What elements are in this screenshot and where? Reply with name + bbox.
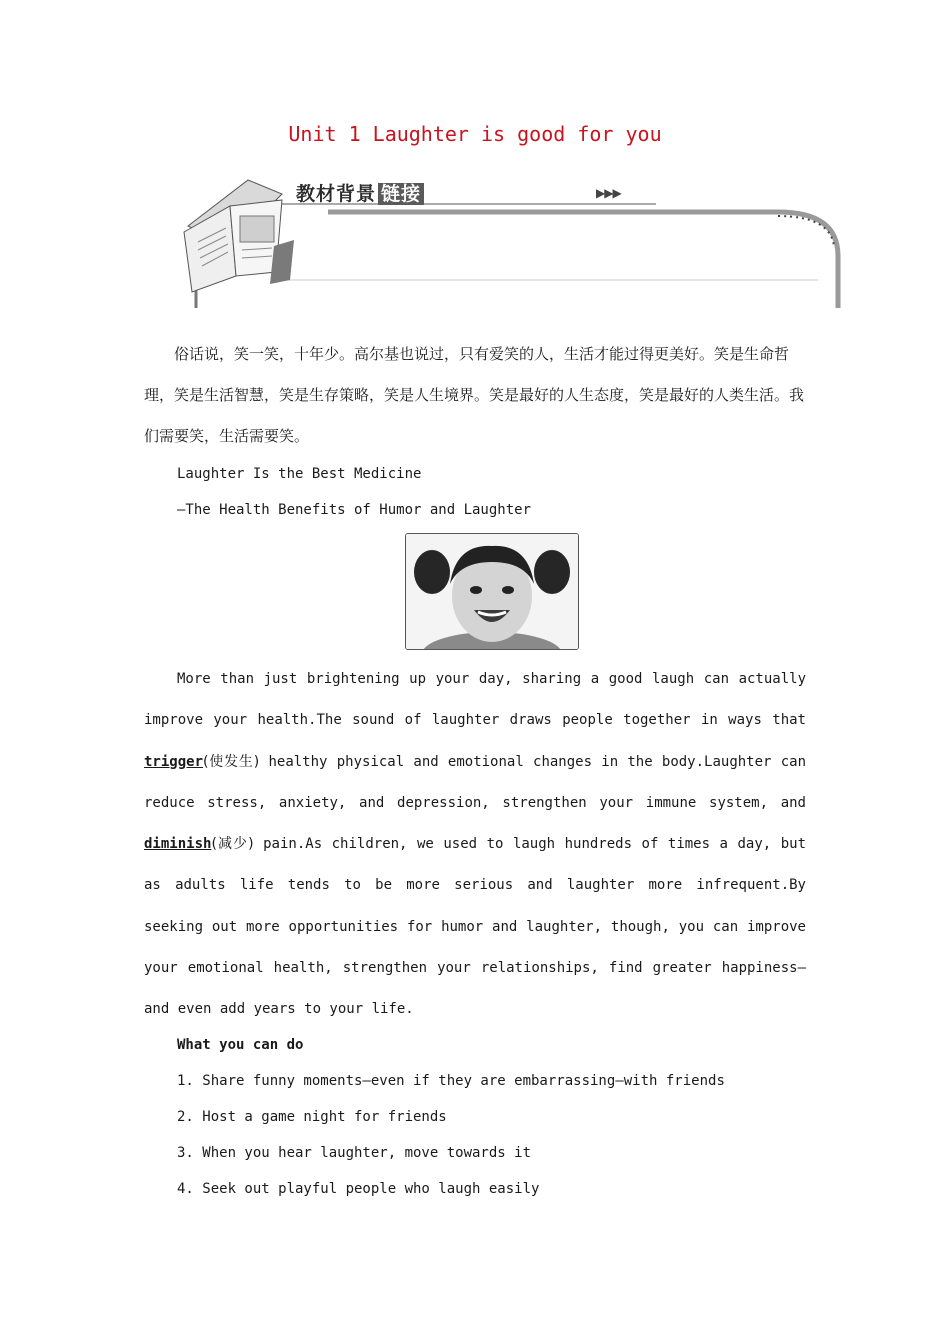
article-paragraph [144, 659, 806, 1031]
list-item: 4. Seek out playful people who laugh easily [177, 1181, 540, 1197]
article-text-2: healthy physical and emotional changes in the body.Laughter can reduce stress, anxiety, and depression, strengthen your immune system, and [144, 753, 807, 811]
vocab-trigger: trigger [144, 753, 204, 770]
todo-heading: What you can do [177, 1037, 304, 1053]
gloss-diminish: (减少) [211, 836, 254, 853]
banner-label-main: 教材背景 [296, 183, 377, 205]
article-text-3: pain.As children, we used to laugh hundreds of times a day, but as adults life tends to be more serious and laughter more infrequent.By seeking out more opportunities for humor and laughter, though, you can improve your emotional health, strengthen your relationships, find greater happiness—and even add years to your life. [144, 836, 806, 1018]
banner-label-highlight: 链接 [378, 183, 424, 205]
section-banner [178, 176, 846, 314]
vocab-diminish: diminish [144, 836, 212, 853]
article-heading: Laughter Is the Best Medicine [177, 466, 422, 482]
article-text-1: More than just brightening up your day, sharing a good laugh can actually improve your health.The sound of laughter draws people together in ways that [144, 671, 806, 729]
arrow-icon: ▶▶▶ [596, 186, 621, 200]
list-item: 3. When you hear laughter, move towards it [177, 1145, 532, 1161]
list-item: 2. Host a game night for friends [177, 1109, 447, 1125]
laughing-child-image [406, 534, 578, 649]
book-illustration-icon [178, 176, 846, 314]
article-subheading: —The Health Benefits of Humor and Laughter [177, 502, 532, 518]
gloss-trigger: (使发生) [203, 753, 260, 770]
intro-paragraph: 俗话说，笑一笑，十年少。高尔基也说过，只有爱笑的人，生活才能过得更美好。笑是生命哲理，笑是生活智慧，笑是生存策略，笑是人生境界。笑是最好的人生态度，笑是最好的人类生活。我们需要笑，生活需要笑。 [144, 345, 805, 445]
list-item: 1. Share funny moments—even if they are embarrassing—with friends [177, 1073, 725, 1089]
banner-label [296, 179, 424, 206]
child-photo [405, 533, 579, 650]
page-title: Unit 1 Laughter is good for you [288, 122, 662, 146]
